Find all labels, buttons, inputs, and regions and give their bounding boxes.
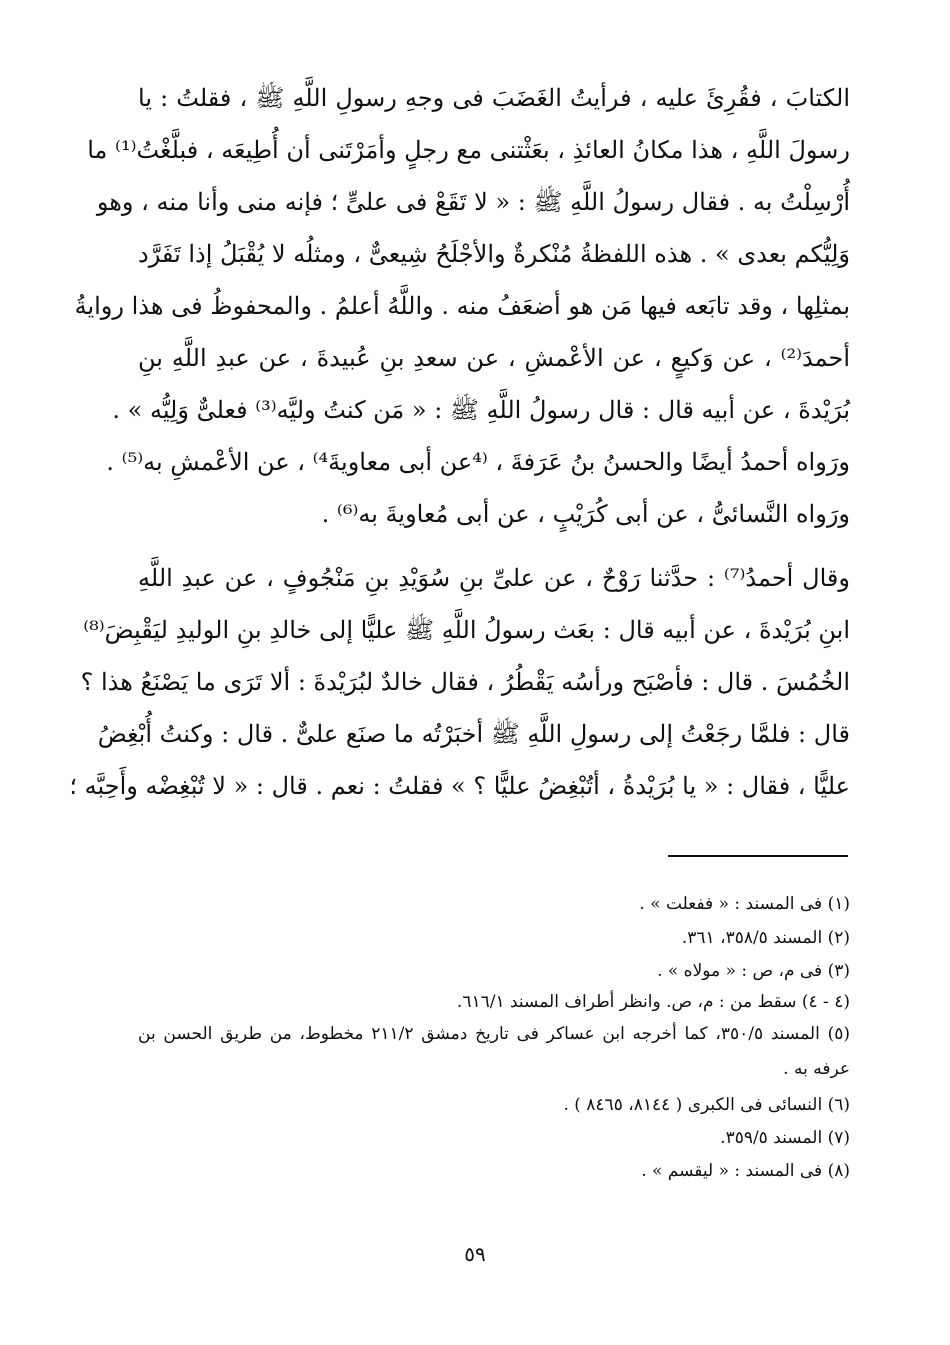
body-line: قال : فلمَّا رجَعْتُ إلى رسولِ اللَّهِ ﷺ أخبَرْتُه ما صنَع علىٌّ . قال : وكنتُ أُبْغِضُ [97,720,850,748]
footnote: (٦) النسائى فى الكبرى ( ٨١٤٤، ٨٤٦٥ ) . [563,1095,850,1115]
footnote: (٢) المسند ٣٥٨/٥، ٣٦١. [681,928,850,948]
body-line: ورَواه أحمدُ أيضًا والحسنُ بنُ عَرَفةَ ، ⁽⁴عن أبى معاويةَ⁴⁾ ، عن الأعْمشِ به⁽⁵⁾ . [106,448,850,476]
body-line: وَلِيُّكم بعدى » . هذه اللفظةُ مُنْكرةٌ والأجْلَحُ شِيعىٌّ ، ومثلُه لا يُقْبَلُ إذا تَفَرَّد [138,240,850,268]
footnote: (٣) فى م، ص : « مولاه » . [657,961,850,981]
body-line: بُرَيْدةَ ، عن أبيه قال : قال رسولُ اللَّهِ ﷺ : « مَن كنتُ وليَّه⁽³⁾ فعلىٌّ وَلِيُّه » . [112,396,850,424]
body-line: وقال أحمدُ⁽⁷⁾ : حدَّثنا رَوْحٌ ، عن علىِّ بنِ سُوَيْدِ بنِ مَنْجُوفٍ ، عن عبدِ اللَّهِ [138,564,850,592]
footnote: (٤ - ٤) سقط من : م، ص. وانظر أطراف المسند ٦١٦/١. [456,992,850,1012]
footnote: (٨) فى المسند : « ليقسم » . [641,1161,850,1181]
page-number: ٥٩ [464,1242,486,1266]
body-line: عليًّا ، فقال : « يا بُرَيْدةُ ، أتُبْغِضُ عليًّا ؟ » فقلتُ : نعم . قال : « لا تُبْغِضْه وأَحِبَّه ؛ [69,772,850,800]
footnote: (٧) المسند ٣٥٩/٥. [720,1128,850,1148]
body-line: الكتابَ ، فقُرِئَ عليه ، فرأيتُ الغَضَبَ فى وجهِ رسولِ اللَّهِ ﷺ ، فقلتُ : يا [138,84,850,112]
body-line: ابنِ بُرَيْدةَ ، عن أبيه قال : بعَث رسولُ اللَّهِ ﷺ عليًّا إلى خالدِ بنِ الوليدِ ليَقْبِضَ⁽⁸⁾ [83,616,850,644]
footnote-divider [668,855,848,857]
body-line: رسولَ اللَّهِ ، هذا مكانُ العائذِ ، بعَثْتنى مع رجلٍ وأمَرْتَنى أن أُطِيعَه ، فبلَّغْتُ⁽¹⁾ ما [87,136,850,164]
body-line: أحمدَ⁽²⁾ ، عن وَكيعٍ ، عن الأعْمشِ ، عن سعدِ بنِ عُبيدةَ ، عن عبدِ اللَّهِ بنِ [138,344,850,372]
body-line: بمثلِها ، وقد تابَعه فيها مَن هو أضعَفُ منه . واللَّهُ أعلمُ . والمحفوظُ فى هذا روايةُ [74,292,850,320]
footnote: (١) فى المسند : « ففعلت » . [639,894,850,914]
body-line: الخُمُسَ . قال : فأصْبَح ورأسُه يَقْطُرُ ، فقال خالدٌ لبُرَيْدةَ : ألا تَرَى ما يَصْنَعُ هذا ؟ [80,668,850,696]
footnote: عرفه به . [783,1059,850,1079]
footnote: (٥) المسند ٣٥٠/٥، كما أخرجه ابن عساكر فى تاريخ دمشق ٢١١/٢ مخطوط، من طريق الحسن بن [138,1024,850,1044]
body-line: ورَواه النَّسائىُّ ، عن أبى كُرَيْبٍ ، عن أبى مُعاويةَ به⁽⁶⁾ . [321,500,850,528]
body-line: أُرْسِلْتُ به . فقال رسولُ اللَّهِ ﷺ : « لا تَقَعْ فى علىٍّ ؛ فإنه منى وأنا منه ، وهو [96,188,850,216]
